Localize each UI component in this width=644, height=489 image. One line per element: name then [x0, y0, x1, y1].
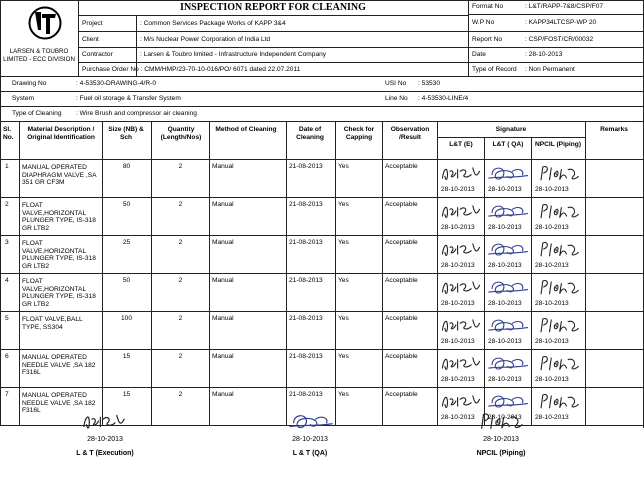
footer-signature-qa — [288, 410, 336, 432]
row-qty: 2 — [178, 353, 183, 360]
row-qty: 2 — [178, 391, 183, 398]
col-sig-lt-e: L&T (E) — [449, 141, 473, 148]
row-sig-date-e: 28-10-2013 — [441, 376, 475, 383]
record-label: Type of Record — [472, 66, 517, 73]
line-value: : 4-53530-LINE/4 — [418, 95, 469, 102]
row-size: 50 — [122, 201, 131, 208]
row-method: Manual — [212, 163, 234, 170]
col-observation: Observation /Result — [390, 126, 430, 141]
row-capping: Yes — [338, 201, 349, 208]
row-method: Manual — [212, 201, 234, 208]
purchase-order: Purchase Order No : CMM/HMP/23-70-10-016/PO/ 6071 dated 22.07.2011 — [82, 66, 301, 73]
row-capping: Yes — [338, 315, 349, 322]
cleaning-type-label: Type of Cleaning — [12, 110, 62, 117]
row-material: MANUAL OPERATED NEEDLE VALVE ,SA 182 F316L — [22, 392, 96, 415]
row-sl: 2 — [5, 201, 9, 208]
row-method: Manual — [212, 239, 234, 246]
row-sig-date-npcil: 28-10-2013 — [535, 186, 569, 193]
row-cleaning-date: 21-08-2013 — [289, 391, 323, 398]
contractor-label: Contractor — [82, 51, 113, 58]
system-label: System — [12, 95, 34, 102]
wp-label: W.P No — [472, 19, 495, 26]
signature-lt-qa — [487, 314, 531, 336]
row-material: FLOAT VALVE,HORIZONTAL PLUNGER TYPE, IS-318 GR LTB2 — [22, 202, 96, 232]
date-label: Date — [472, 51, 486, 58]
company-division: LIMITED - ECC DIVISION — [3, 56, 75, 63]
lt-logo — [28, 6, 62, 40]
row-cleaning-date: 21-08-2013 — [289, 315, 323, 322]
row-size: 15 — [122, 353, 131, 360]
row-observation: Acceptable — [385, 353, 418, 360]
row-sig-date-npcil: 28-10-2013 — [535, 414, 569, 421]
row-material: FLOAT VALVE,HORIZONTAL PLUNGER TYPE, IS-318 GR LTB2 — [22, 240, 96, 270]
row-capping: Yes — [338, 239, 349, 246]
footer-npcil-date: 28-10-2013 — [483, 436, 519, 443]
report-label: Report No — [472, 36, 503, 43]
row-sig-date-npcil: 28-10-2013 — [535, 338, 569, 345]
col-check: Check for Capping — [343, 126, 375, 141]
row-sig-date-e: 28-10-2013 — [441, 186, 475, 193]
row-qty: 2 — [178, 163, 183, 170]
row-cleaning-date: 21-08-2013 — [289, 353, 323, 360]
signature-npcil — [536, 352, 580, 374]
row-size: 25 — [122, 239, 131, 246]
row-sig-date-npcil: 28-10-2013 — [535, 224, 569, 231]
row-method: Manual — [212, 353, 234, 360]
row-sig-date-qa: 28-10-2013 — [488, 376, 522, 383]
footer-signature-npcil — [476, 410, 524, 432]
row-size: 50 — [122, 277, 131, 284]
format-value: : L&T/RAPP-7&8/CSP/F07 — [525, 3, 604, 10]
row-sl: 5 — [5, 315, 9, 322]
row-sig-date-qa: 28-10-2013 — [488, 300, 522, 307]
row-sl: 1 — [5, 163, 9, 170]
row-sig-date-e: 28-10-2013 — [441, 224, 475, 231]
row-cleaning-date: 21-08-2013 — [289, 239, 323, 246]
row-cleaning-date: 21-08-2013 — [289, 201, 323, 208]
footer-npcil-label: NPCIL (Piping) — [476, 450, 526, 457]
date-value: : 28-10-2013 — [525, 51, 563, 58]
row-sig-date-npcil: 28-10-2013 — [535, 300, 569, 307]
row-observation: Acceptable — [385, 239, 418, 246]
row-cleaning-date: 21-08-2013 — [289, 277, 323, 284]
row-size: 15 — [122, 391, 131, 398]
col-size: Size (NB) & Sch — [108, 126, 144, 141]
row-cleaning-date: 21-08-2013 — [289, 163, 323, 170]
report-value: : CSP/FOST/CR/00032 — [525, 36, 594, 43]
row-method: Manual — [212, 277, 234, 284]
row-observation: Acceptable — [385, 315, 418, 322]
row-size: 80 — [122, 163, 131, 170]
record-value: : Non Permanent — [525, 66, 575, 73]
signature-lt-qa — [487, 200, 531, 222]
system-value: : Fuel oil storage & Transfer System — [76, 95, 181, 102]
signature-lt-qa — [487, 352, 531, 374]
project-value: : Common Services Package Works of KAPP 3&4 — [140, 20, 286, 27]
signature-lt-e — [439, 162, 483, 184]
usi-label: USI No — [385, 80, 407, 87]
footer-qa-label: L & T (QA) — [292, 450, 328, 457]
row-capping: Yes — [338, 391, 349, 398]
footer-execution-date: 28-10-2013 — [87, 436, 123, 443]
page-title: INSPECTION REPORT FOR CLEANING — [180, 2, 366, 13]
signature-lt-e — [439, 276, 483, 298]
col-sl: Sl. No. — [3, 126, 14, 141]
usi-value: : 53530 — [418, 80, 440, 87]
footer-signature-execution — [80, 410, 128, 432]
cleaning-type-value: : Wire Brush and compressor air cleaning — [76, 110, 197, 117]
row-sl: 3 — [5, 239, 9, 246]
row-qty: 2 — [178, 239, 183, 246]
row-sig-date-qa: 28-10-2013 — [488, 338, 522, 345]
signature-npcil — [536, 276, 580, 298]
contractor-value: : Larsen & Toubro limited - Infrastructure Independent Company — [140, 51, 327, 58]
row-observation: Acceptable — [385, 163, 418, 170]
col-date: Date of Cleaning — [296, 126, 324, 141]
row-sig-date-qa: 28-10-2013 — [488, 224, 522, 231]
signature-npcil — [536, 390, 580, 412]
row-capping: Yes — [338, 277, 349, 284]
client-label: Client — [82, 36, 99, 43]
row-sl: 7 — [5, 391, 9, 398]
company-name: LARSEN & TOUBRO — [9, 48, 69, 55]
row-sig-date-npcil: 28-10-2013 — [535, 376, 569, 383]
row-observation: Acceptable — [385, 391, 418, 398]
row-sig-date-e: 28-10-2013 — [441, 338, 475, 345]
signature-lt-qa — [487, 276, 531, 298]
signature-lt-e — [439, 314, 483, 336]
row-observation: Acceptable — [385, 277, 418, 284]
row-capping: Yes — [338, 163, 349, 170]
row-sl: 6 — [5, 353, 9, 360]
row-method: Manual — [212, 315, 234, 322]
row-material: MANUAL OPERATED DIAPHRAGM VALVE ,SA 351 GR CF3M — [22, 164, 97, 187]
row-material: FLOAT VALVE,BALL TYPE, SS304 — [22, 316, 83, 331]
drawing-value: : 4-53530-DRAWING-4/R-0 — [76, 80, 157, 87]
signature-npcil — [536, 314, 580, 336]
col-signature: Signature — [495, 126, 527, 133]
signature-lt-e — [439, 352, 483, 374]
row-sig-date-qa: 28-10-2013 — [488, 414, 522, 421]
signature-lt-e — [439, 238, 483, 260]
project-label: Project — [82, 20, 103, 27]
signature-lt-qa — [487, 162, 531, 184]
row-sig-date-qa: 28-10-2013 — [488, 186, 522, 193]
drawing-label: Drawing No — [12, 80, 47, 87]
footer-execution-label: L & T (Execution) — [76, 450, 134, 457]
client-value: : M/s Nuclear Power Corporation of India Ltd — [140, 36, 271, 43]
col-qty: Quantity (Length/Nos) — [160, 126, 202, 141]
row-capping: Yes — [338, 353, 349, 360]
signature-npcil — [536, 162, 580, 184]
signature-npcil — [536, 238, 580, 260]
signature-lt-e — [439, 390, 483, 412]
col-sig-npcil: NPCIL (Piping) — [534, 141, 582, 148]
row-sig-date-qa: 28-10-2013 — [488, 262, 522, 269]
signature-lt-qa — [487, 238, 531, 260]
col-method: Method of Cleaning — [215, 126, 277, 133]
line-label: Line No — [385, 95, 408, 102]
signature-lt-qa — [487, 390, 531, 412]
row-sl: 4 — [5, 277, 9, 284]
row-qty: 2 — [178, 315, 183, 322]
wp-value: : KAPP34LTCSP-WP 20 — [525, 19, 597, 26]
row-sig-date-e: 28-10-2013 — [441, 262, 475, 269]
signature-lt-e — [439, 200, 483, 222]
row-qty: 2 — [178, 201, 183, 208]
col-remarks: Remarks — [600, 126, 628, 133]
row-qty: 2 — [178, 277, 183, 284]
col-material: Material Description / Original Identification — [27, 126, 95, 141]
col-sig-lt-qa: L&T ( QA) — [492, 141, 524, 148]
format-label: Format No — [472, 3, 504, 10]
row-material: FLOAT VALVE,HORIZONTAL PLUNGER TYPE, IS-318 GR LTB2 — [22, 278, 96, 308]
row-method: Manual — [212, 391, 234, 398]
row-sig-date-npcil: 28-10-2013 — [535, 262, 569, 269]
row-sig-date-e: 28-10-2013 — [441, 414, 475, 421]
row-sig-date-e: 28-10-2013 — [441, 300, 475, 307]
footer-qa-date: 28-10-2013 — [292, 436, 328, 443]
row-observation: Acceptable — [385, 201, 418, 208]
row-material: MANUAL OPERATED NEEDLE VALVE ,SA 182 F316L — [22, 354, 96, 377]
signature-npcil — [536, 200, 580, 222]
row-size: 100 — [120, 315, 132, 322]
